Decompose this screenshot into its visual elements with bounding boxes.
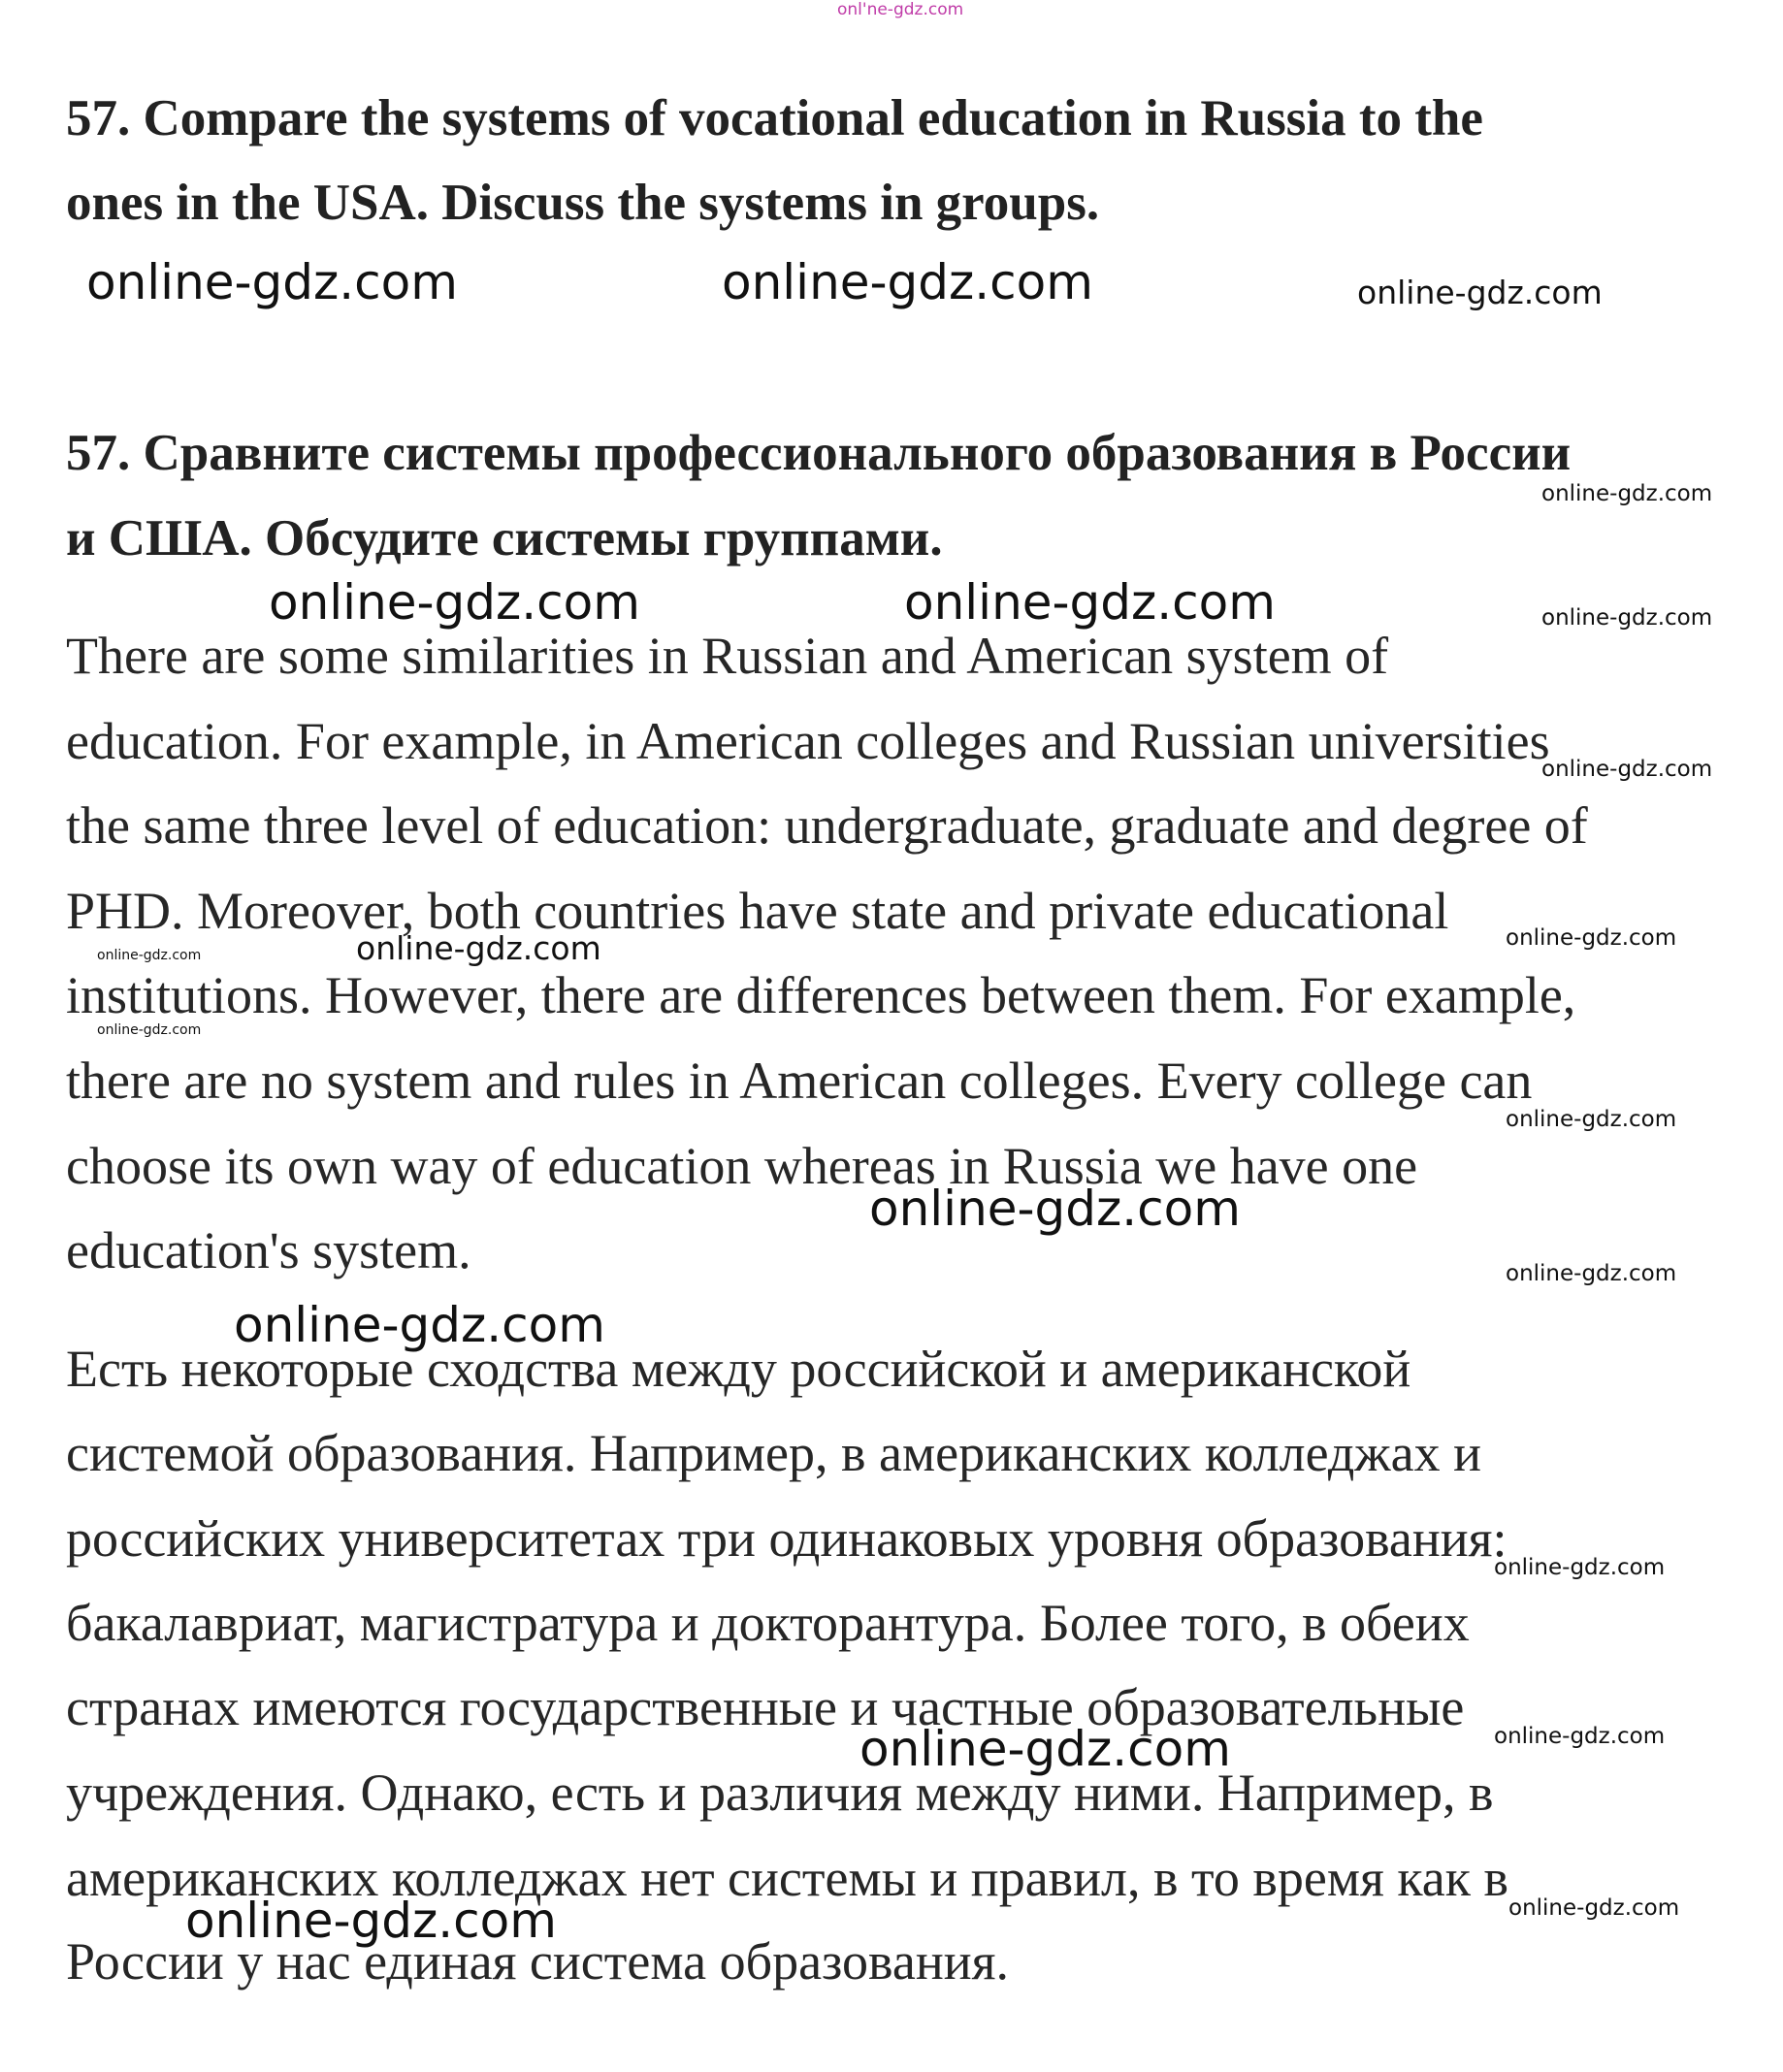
watermark: online-gdz.com — [1506, 1261, 1677, 1286]
answer-ru-line-1: Есть некоторые сходства между российской и американской — [66, 1340, 1411, 1398]
watermark: online-gdz.com — [97, 948, 202, 963]
answer-en-line-2: education. For example, in American colleges and Russian universities — [66, 712, 1550, 770]
answer-ru-line-2: системой образования. Например, в американских колледжах и — [66, 1424, 1481, 1482]
answer-ru-line-8: России у нас единая система образования. — [66, 1932, 1009, 1991]
answer-ru-line-3: российских университетах три одинаковых уровня образования: — [66, 1509, 1507, 1568]
watermark: online-gdz.com — [234, 1297, 605, 1353]
watermark: online-gdz.com — [869, 1181, 1241, 1237]
watermark: online-gdz.com — [356, 929, 601, 967]
answer-en-line-5: institutions. However, there are differences between them. For example, — [66, 966, 1576, 1024]
task-ru-line-2: и США. Обсудите системы группами. — [66, 510, 943, 567]
answer-ru-line-4: бакалавриат, магистратура и докторантура. Более того, в обеих — [66, 1594, 1470, 1652]
task-ru-line-1: 57. Сравните системы профессионального образования в России — [66, 425, 1572, 481]
watermark: online-gdz.com — [1506, 1107, 1677, 1132]
answer-en-line-8: education's system. — [66, 1221, 471, 1279]
answer-en-line-1: There are some similarities in Russian and American system of — [66, 627, 1389, 685]
watermark: online-gdz.com — [1494, 1724, 1666, 1749]
watermark: online-gdz.com — [1508, 1895, 1680, 1921]
answer-en-line-7: choose its own way of education whereas in Russia we have one — [66, 1137, 1418, 1195]
watermark: online-gdz.com — [269, 574, 640, 631]
answer-en-line-3: the same three level of education: undergraduate, graduate and degree of — [66, 796, 1588, 855]
watermark: online-gdz.com — [1541, 605, 1713, 631]
watermark: online-gdz.com — [97, 1022, 202, 1038]
task-en-line-2: ones in the USA. Discuss the systems in groups. — [66, 175, 1100, 231]
watermark: online-gdz.com — [1541, 757, 1713, 782]
watermark: online-gdz.com — [1357, 274, 1603, 311]
watermark: online-gdz.com — [1494, 1555, 1666, 1580]
task-en-line-1: 57. Compare the systems of vocational education in Russia to the — [66, 90, 1483, 146]
watermark: online-gdz.com — [859, 1721, 1231, 1777]
watermark: online-gdz.com — [86, 254, 458, 310]
watermark: online-gdz.com — [185, 1893, 557, 1949]
answer-ru-line-6: учреждения. Однако, есть и различия между ними. Например, в — [66, 1764, 1494, 1822]
answer-ru-line-5: странах имеются государственные и частные образовательные — [66, 1678, 1465, 1736]
watermark: online-gdz.com — [904, 574, 1276, 631]
watermark: online-gdz.com — [722, 254, 1093, 310]
watermark-top: onl'ne-gdz.com — [837, 0, 964, 19]
watermark: online-gdz.com — [1541, 481, 1713, 506]
watermark: online-gdz.com — [1506, 925, 1677, 951]
answer-ru-line-7: американских колледжах нет системы и правил, в то время как в — [66, 1849, 1508, 1907]
answer-en-line-4: PHD. Moreover, both countries have state and private educational — [66, 882, 1449, 940]
answer-en-line-6: there are no system and rules in American colleges. Every college can — [66, 1052, 1533, 1110]
